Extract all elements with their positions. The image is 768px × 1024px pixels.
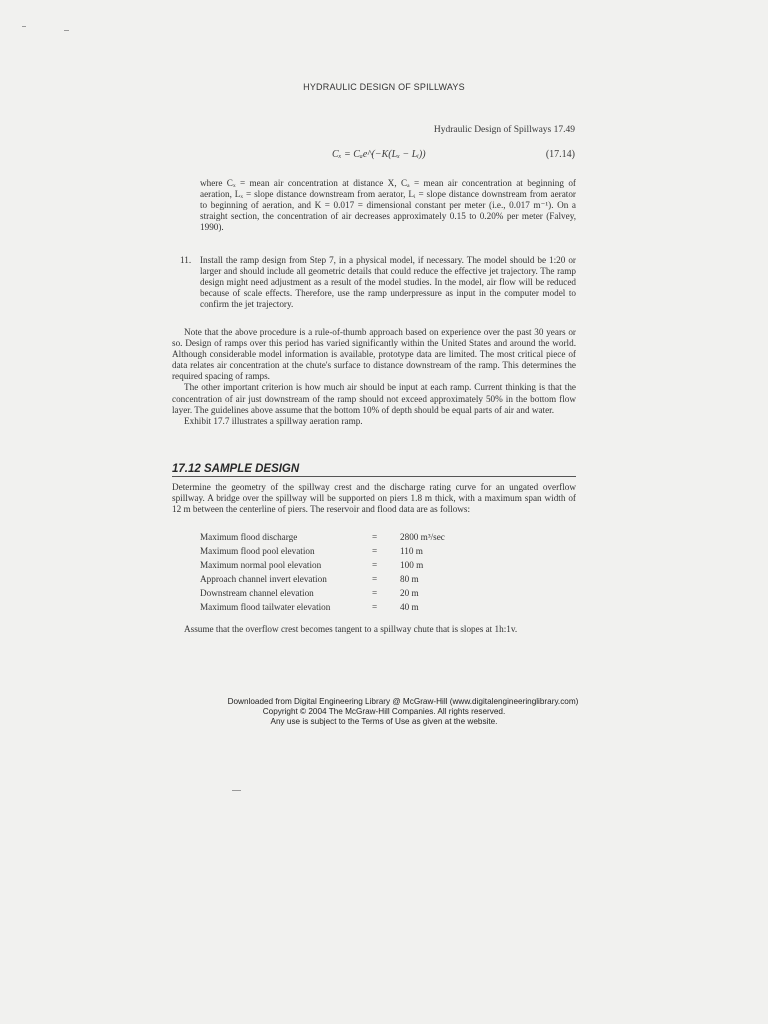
equation-number: (17.14) [545,149,575,160]
scan-speck [64,30,69,31]
note-paragraph: Note that the above procedure is a rule-of-thumb approach based on experience over the past 30 years or so. Design of ramps over this period has varied significantly within the United States and around the world. Although considerable model information is available, prototype data are limited. The most critical piece of data relates air concentration at the chute's surface to distance downstream of the ramp. This determines the required spacing of ramps. [172,327,576,382]
row-equals: = [372,574,378,585]
equation-body: Cₓ = Cₐe^(−K(Lₓ − Lᵢ)) [332,149,426,160]
step-number: 11. [180,255,192,265]
row-label: Maximum flood tailwater elevation [200,602,331,613]
row-label: Maximum flood pool elevation [200,546,315,557]
row-value: 40 m [400,602,419,613]
where-clause-block [200,178,576,233]
row-label: Maximum normal pool elevation [200,560,322,571]
scan-speck [22,26,26,27]
row-value: 80 m [400,574,419,585]
row-equals: = [372,546,378,557]
section-rule [172,476,576,477]
table-row [200,602,480,616]
download-footer [0,697,768,726]
exhibit-paragraph: Exhibit 17.7 illustrates a spillway aeration ramp. [184,415,363,426]
table-row [200,574,480,588]
footer-download-line: Downloaded from Digital Engineering Library @ McGraw-Hill (www.digitalengineeringlibrary.com) [227,697,579,706]
table-row [200,532,480,546]
row-label: Approach channel invert elevation [200,574,327,585]
document-header: HYDRAULIC DESIGN OF SPILLWAYS [303,82,465,92]
determine-paragraph: Determine the geometry of the spillway crest and the discharge rating curve for an ungated overflow spillway. A bridge over the spillway will be supported on piers 1.8 m thick, with a maximum span width of 12 m between the centerline of piers. The reservoir and flood data are as follows: [172,482,576,515]
step-11-text: Install the ramp design from Step 7, in a physical model, if necessary. The model should be 1:20 or larger and should include all geometric details that could reduce the effective jet trajectory. The ramp design might need adjustment as a result of the model studies. In the model, air flow will be reduced because of scale effects. Therefore, use the ramp underpressure as input in the computer model to confirm the jet trajectory. [200,255,576,310]
row-label: Maximum flood discharge [200,532,298,542]
row-value: 100 m [400,560,424,571]
table-row [200,560,480,574]
row-value: 20 m [400,588,419,599]
table-row [200,546,480,560]
row-label: Downstream channel elevation [200,588,314,599]
discussion-block [172,327,576,427]
assumption-block [172,624,576,635]
assume-paragraph: Assume that the overflow crest becomes tangent to a spillway chute that is slopes at 1h:1v. [184,624,518,634]
step-11 [180,255,576,310]
row-equals: = [372,588,378,599]
footer-terms-line: Any use is subject to the Terms of Use as given at the website. [270,716,498,726]
row-value: 2800 m³/sec [400,532,445,542]
running-head: Hydraulic Design of Spillways 17.49 [433,125,575,135]
footer-copyright-line: Copyright © 2004 The McGraw-Hill Companies. All rights reserved. [262,706,506,716]
criterion-paragraph: The other important criterion is how much air should be input at each ramp. Current thinking is that the concentration of air just downstream of the ramp should not exceed approximately 50% in the bottom flow layer. The guidelines above assume that the bottom 10% of depth should be equal parts of air and water. [172,382,576,415]
where-clause-paragraph: where Cₓ = mean air concentration at distance X, Cₐ = mean air concentration at beginning of aeration, Lₓ = slope distance downstream from aerator, Lᵢ = slope distance downstream from aerator to beginning of aeration, and K = 0.017 = dimensional constant per meter (i.e., 0.017 m⁻¹). On a straight section, the concentration of air decreases approximately 0.15 to 0.20% per meter (Falvey, 1990). [200,178,576,233]
row-value: 110 m [400,546,423,557]
section-heading: 17.12 SAMPLE DESIGN [172,463,300,475]
problem-statement-block [172,482,576,515]
row-equals: = [372,602,378,613]
scan-speck [232,790,241,791]
row-equals: = [372,560,378,571]
table-row [200,588,480,602]
row-equals: = [372,532,378,542]
flood-data-table [200,532,480,617]
